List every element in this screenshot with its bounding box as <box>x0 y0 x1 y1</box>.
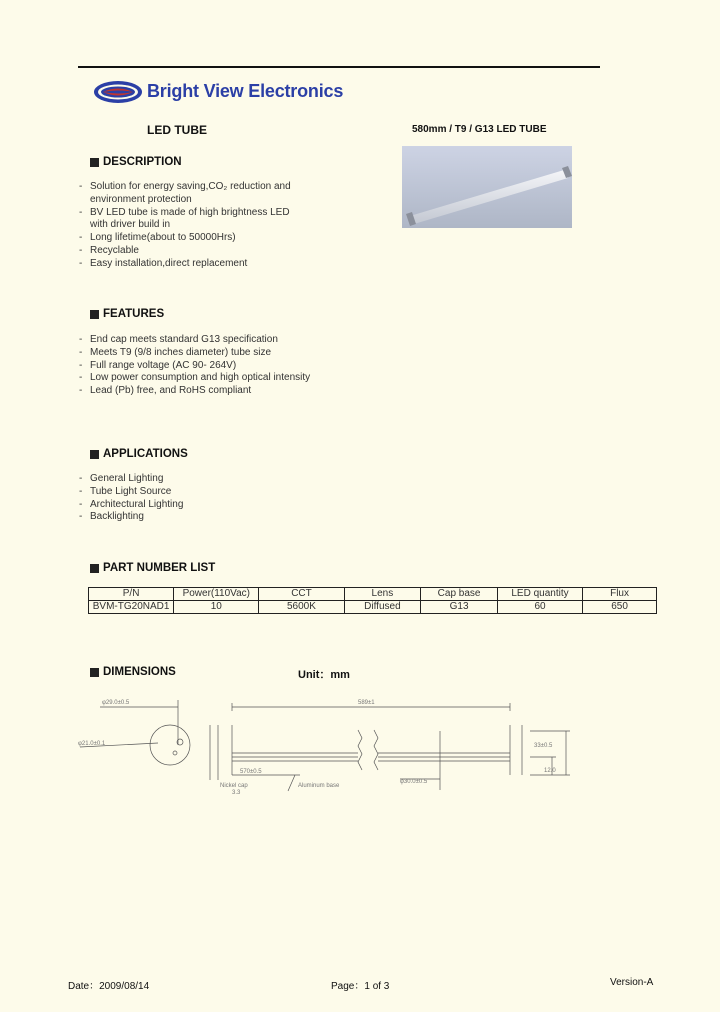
section-square-icon <box>90 310 99 319</box>
section-square-icon <box>90 158 99 167</box>
dimension-drawing <box>60 695 600 805</box>
table-header-row <box>89 588 657 601</box>
column-header: CCT <box>259 588 344 601</box>
table-cell: Diffused <box>344 601 421 614</box>
description-heading <box>90 156 182 168</box>
section-square-icon <box>90 668 99 677</box>
list-item: - Architectural Lighting <box>77 499 377 512</box>
part-number-table <box>88 587 657 614</box>
dim-label-material: Aluminum base <box>298 783 340 789</box>
dimensions-title: DIMENSIONS <box>103 666 176 678</box>
led-tube-photo-icon <box>402 146 572 228</box>
features-title: FEATURES <box>103 308 165 320</box>
table-cell: 60 <box>497 601 582 614</box>
table-cell: 10 <box>174 601 259 614</box>
applications-heading <box>90 448 188 460</box>
list-item: - Backlighting <box>77 511 377 524</box>
section-square-icon <box>90 450 99 459</box>
list-item: - Lead (Pb) free, and RoHS compliant <box>77 385 397 398</box>
dim-label-end-cap: Nickel cap <box>220 783 248 789</box>
list-item: - Meets T9 (9/8 inches diameter) tube size <box>77 347 397 360</box>
list-item: - General Lighting <box>77 473 377 486</box>
dim-label-body-len: 570±0.5 <box>240 769 262 775</box>
part-number-title: PART NUMBER LIST <box>103 562 216 574</box>
column-header: Cap base <box>421 588 498 601</box>
column-header: Power(110Vac) <box>174 588 259 601</box>
list-item: - Solution for energy saving,CO₂ reduction and <box>77 181 377 194</box>
dim-label-height-right: 33±0.5 <box>534 743 553 749</box>
features-heading <box>90 308 164 320</box>
company-name: Bright View Electronics <box>147 81 344 101</box>
column-header: P/N <box>89 588 174 601</box>
dimensions-heading <box>90 666 176 678</box>
dim-label-pin-dist: φ21.0±0.1 <box>78 741 106 747</box>
list-item: environment protection <box>90 193 192 205</box>
table-row <box>89 601 657 614</box>
footer-version: Version-A <box>610 977 654 988</box>
dim-label-diameter: φ30.0±0.5 <box>400 779 428 785</box>
applications-list <box>77 473 377 524</box>
column-header: Lens <box>344 588 421 601</box>
list-item: with driver build in <box>90 219 171 231</box>
dim-label-small-right: 12.0 <box>544 768 556 774</box>
table-cell: 5600K <box>259 601 344 614</box>
table-cell: G13 <box>421 601 498 614</box>
footer-page: Page：1 of 3 <box>331 981 390 992</box>
part-number-heading <box>90 562 215 574</box>
product-type: LED TUBE <box>147 123 207 137</box>
column-header: Flux <box>583 588 657 601</box>
dim-label-top-left: φ29.0±0.5 <box>102 700 130 706</box>
features-list <box>77 334 397 398</box>
list-item: - Recyclable <box>77 245 377 258</box>
description-list <box>77 181 377 271</box>
company-logo-icon <box>93 80 143 104</box>
dim-label-end-cap-num: 3.3 <box>232 790 241 796</box>
list-item: - Low power consumption and high optical intensity <box>77 372 397 385</box>
dim-label-total: 589±1 <box>358 700 375 706</box>
list-item: - Full range voltage (AC 90- 264V) <box>77 360 397 373</box>
table-cell: 650 <box>583 601 657 614</box>
table-cell: BVM-TG20NAD1 <box>89 601 174 614</box>
section-square-icon <box>90 564 99 573</box>
list-item: - Long lifetime(about to 50000Hrs) <box>77 232 377 245</box>
applications-title: APPLICATIONS <box>103 448 188 460</box>
column-header: LED quantity <box>497 588 582 601</box>
list-item: - End cap meets standard G13 specification <box>77 334 397 347</box>
description-title: DESCRIPTION <box>103 156 182 168</box>
dimensions-unit: Unit：mm <box>298 669 350 681</box>
top-rule <box>78 66 600 68</box>
list-item: - Tube Light Source <box>77 486 377 499</box>
list-item: - BV LED tube is made of high brightness LED <box>77 207 377 220</box>
list-item: - Easy installation,direct replacement <box>77 258 377 271</box>
footer-date: Date：2009/08/14 <box>68 981 150 992</box>
product-spec: 580mm / T9 / G13 LED TUBE <box>412 124 547 135</box>
